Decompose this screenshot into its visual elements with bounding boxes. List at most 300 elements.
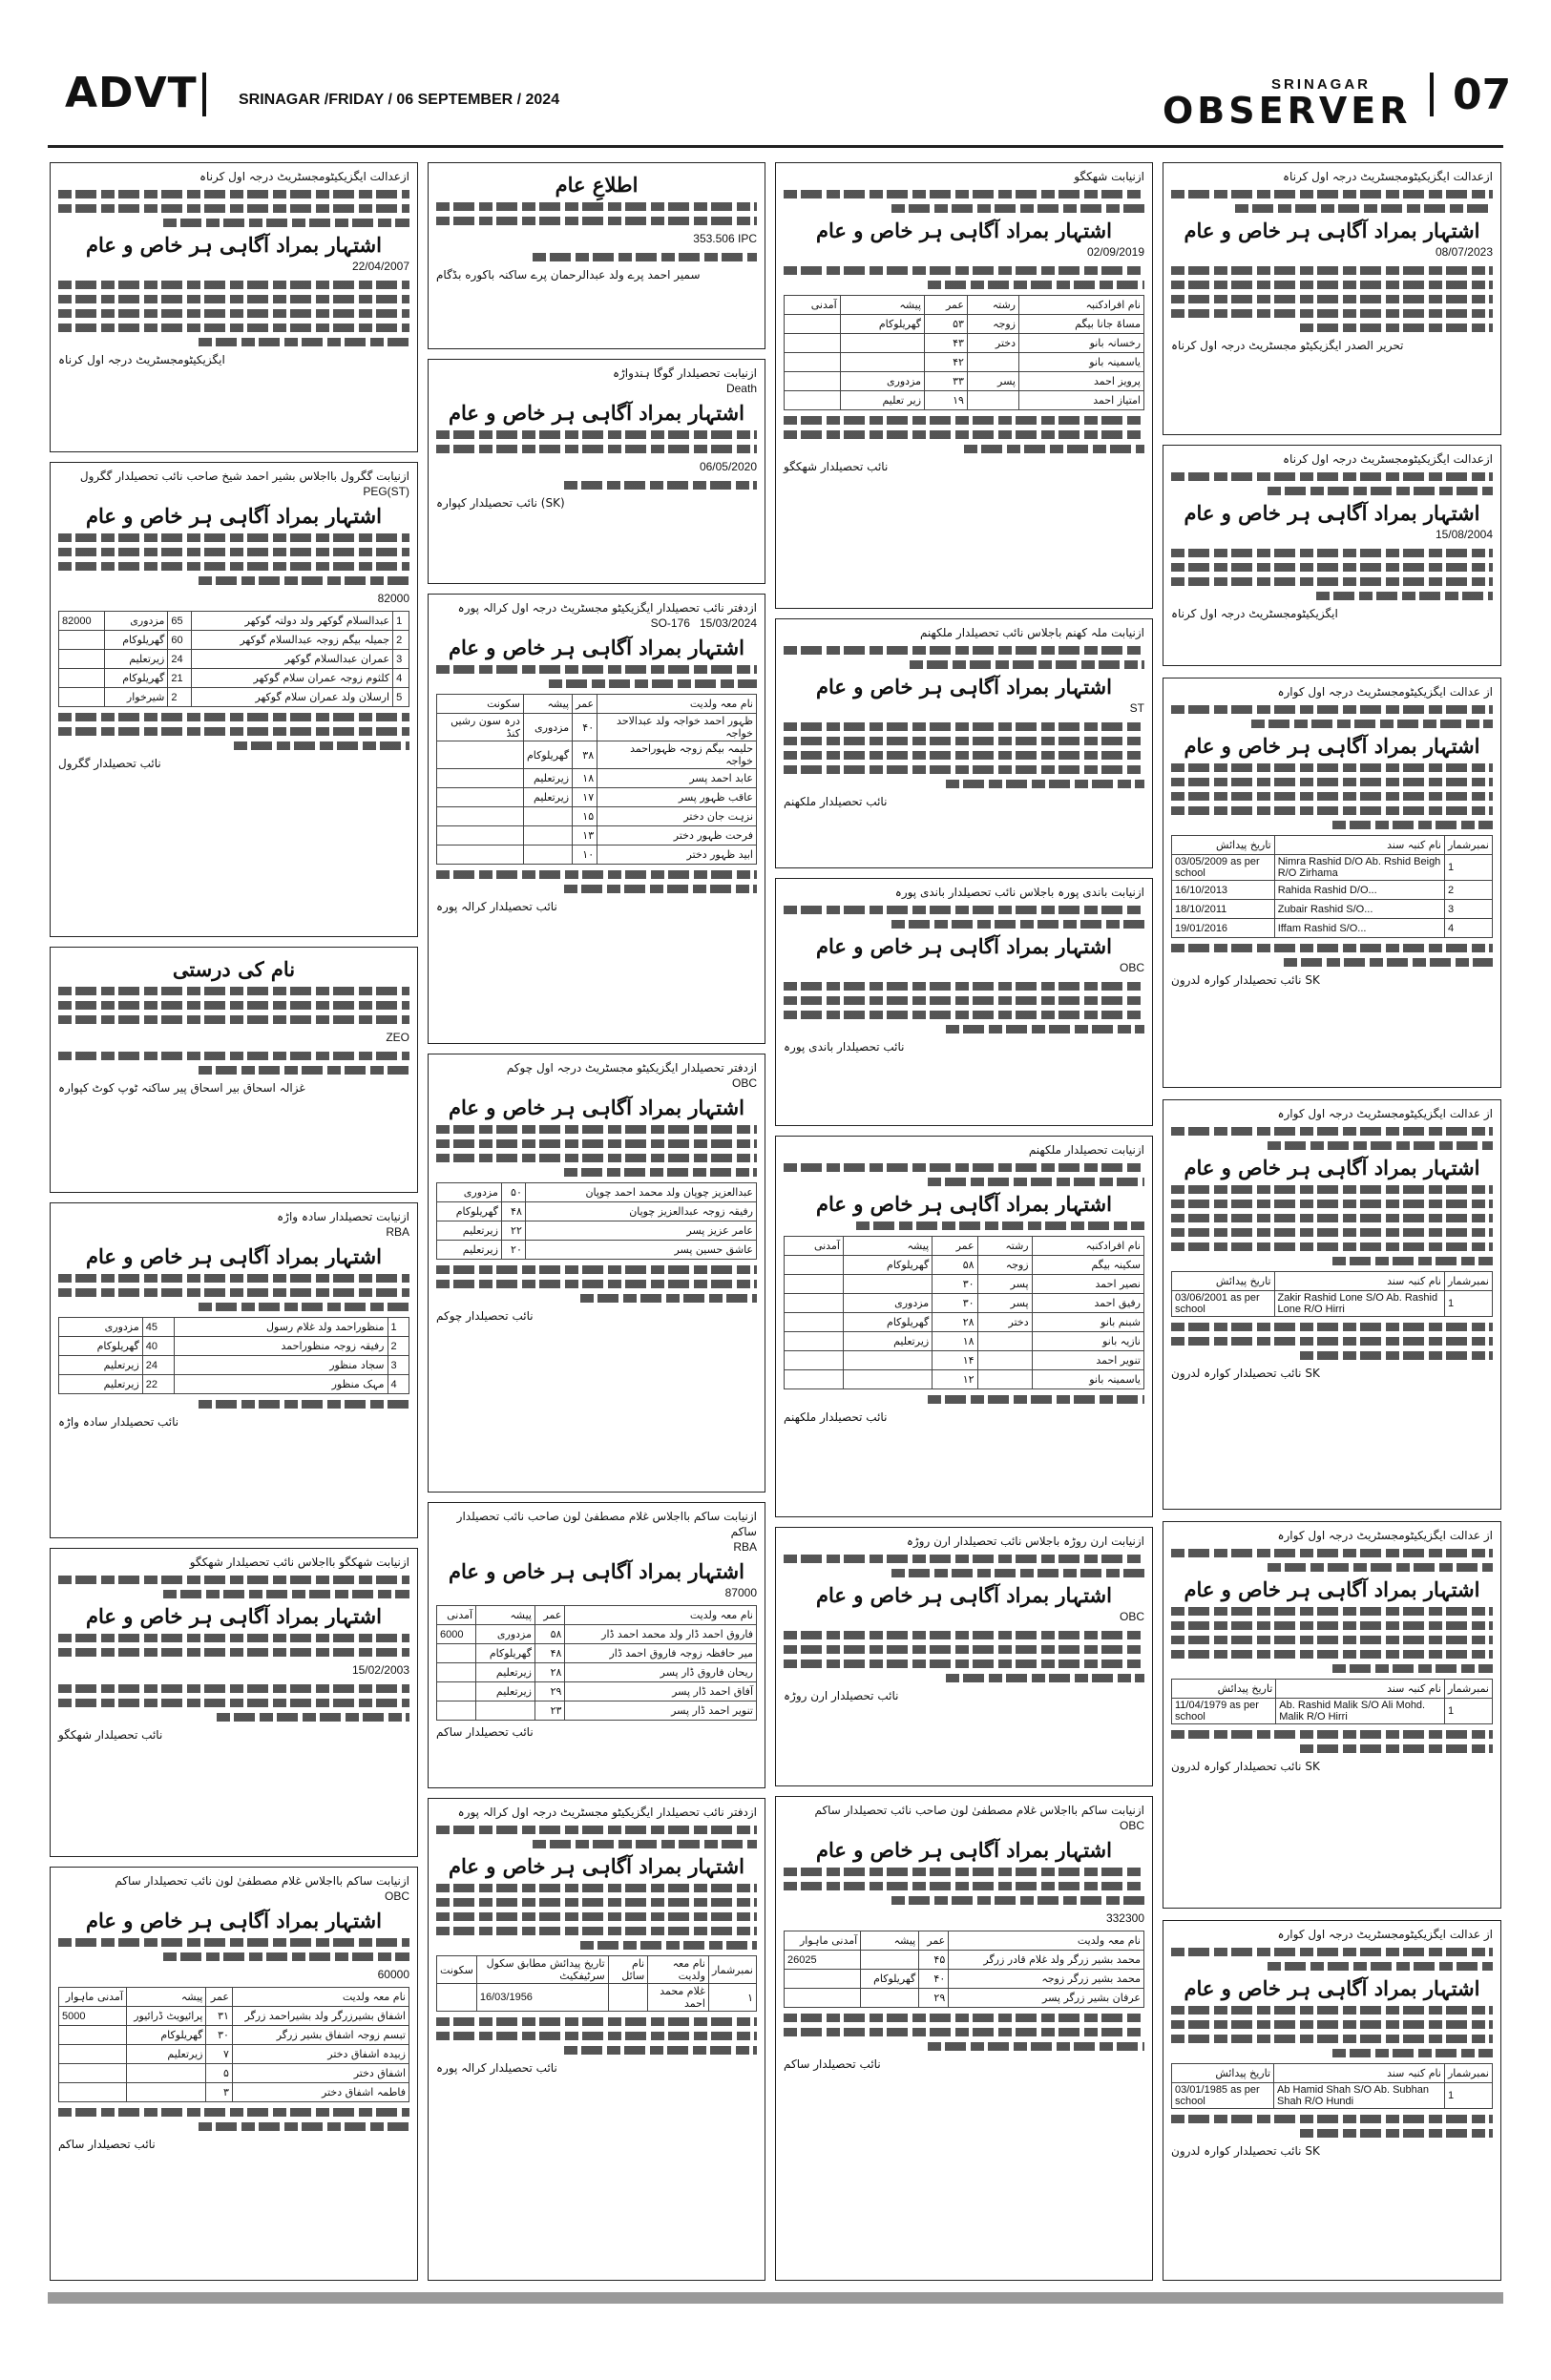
ad-title: اشتہار بمراد آگاہی ہر خاص و عام — [815, 934, 1112, 958]
table-cell: ریحان فاروق ڈار پسر — [565, 1663, 757, 1682]
ad-category-code: 353.506 IPC — [693, 232, 757, 245]
table-cell — [843, 1351, 932, 1370]
table-cell: عمر — [206, 1988, 232, 2007]
ad-body-text — [58, 987, 409, 1024]
table-cell — [59, 631, 105, 650]
ad-body-text — [784, 190, 1144, 213]
table-cell — [977, 1351, 1032, 1370]
table-cell — [977, 1332, 1032, 1351]
table-row — [785, 1351, 1144, 1370]
ad-notice — [50, 1548, 418, 1857]
table-row — [59, 2064, 409, 2083]
table-cell: Iffam Rashid S/O... — [1274, 919, 1444, 938]
table-cell: نازیہ بانو — [1032, 1332, 1143, 1351]
table-cell: 19/01/2016 — [1172, 919, 1275, 938]
ad-header: ازنیابت تحصیلدار ملکھنم — [1028, 1143, 1144, 1157]
table-row — [437, 1663, 757, 1682]
ad-body-text — [784, 646, 1144, 669]
ad-header: ازعدالت ایگزیکیٹومجسٹریٹ درجہ اول کرناہ — [1283, 452, 1493, 466]
table-row — [437, 1701, 757, 1721]
masthead — [48, 55, 1512, 132]
ad-body-text — [1171, 944, 1493, 967]
table-row — [1172, 1272, 1493, 1291]
table-cell: گھریلوکام — [476, 1644, 535, 1663]
table-cell: 3 — [393, 650, 409, 669]
table-cell: گھریلوکام — [105, 669, 168, 688]
table-cell — [785, 334, 841, 353]
table-cell: ۲۸ — [534, 1663, 564, 1682]
ad-body-text — [1171, 190, 1493, 213]
table-cell: نام معہ ولدیت — [949, 1931, 1144, 1951]
table-cell: 16/10/2013 — [1172, 881, 1275, 900]
table-row — [785, 1294, 1144, 1313]
table-cell: ۱۴ — [933, 1351, 977, 1370]
table-cell: نام کنبہ سند — [1274, 1272, 1444, 1291]
table-cell: پیشہ — [476, 1606, 535, 1625]
table-cell: Zubair Rashid S/O... — [1274, 900, 1444, 919]
ad-body-text — [58, 1684, 409, 1722]
table-cell — [437, 1701, 476, 1721]
table-cell: 03/05/2009 as per school — [1172, 855, 1275, 881]
table-cell: 1 — [388, 1318, 409, 1337]
table-row — [59, 650, 409, 669]
ad-body-text — [1171, 266, 1493, 332]
table-cell: 1 — [1444, 855, 1492, 881]
table-cell — [608, 1984, 648, 2012]
table-cell: پیشہ — [126, 1988, 206, 2007]
table-cell: گھریلوکام — [843, 1256, 932, 1275]
table-cell: عبدالعزیز چوپان ولد محمد احمد چوپان — [525, 1183, 756, 1202]
table-cell: تنویر احمد — [1032, 1351, 1143, 1370]
ad-header: ازنیابت شھکگو — [1074, 170, 1144, 183]
table-cell: عاشق حسین پسر — [525, 1241, 756, 1260]
table-cell: ابید ظہور دختر — [597, 846, 757, 865]
table-cell — [785, 353, 841, 372]
ad-footer: نائب تحصیلدار ملکھنم — [784, 1410, 888, 1424]
table-cell: امتیاز احمد — [1019, 391, 1144, 410]
table-row — [785, 1275, 1144, 1294]
table-cell: مہک منظور — [174, 1375, 388, 1394]
table-cell: ۳۳ — [925, 372, 968, 391]
table-cell: گھریلوکام — [523, 741, 572, 769]
ad-body-text — [1171, 1730, 1493, 1753]
ad-footer: ایگزیکیٹومجسٹریٹ درجہ اول کرناہ — [58, 353, 225, 366]
table-cell: 03/01/1985 as per school — [1172, 2083, 1274, 2109]
table-cell: جمیلہ بیگم زوجہ عبدالسلام گوکھر — [192, 631, 393, 650]
ad-body-text — [784, 1163, 1144, 1186]
ad-header: ازعدالت ایگزیکیٹومجسٹریٹ درجہ اول کرناہ — [199, 170, 409, 183]
table-row — [1172, 836, 1493, 855]
table-cell: ۲۹ — [534, 1682, 564, 1701]
table-cell: پیشہ — [840, 296, 924, 315]
dateline: SRINAGAR /FRIDAY / 06 SEPTEMBER / 2024 — [239, 92, 560, 108]
header-rule — [48, 145, 1503, 148]
ad-body-text — [436, 2017, 757, 2055]
logo-city: SRINAGAR — [1271, 76, 1372, 93]
ad-category-code: RBA — [733, 1540, 757, 1554]
table-cell — [59, 2083, 127, 2102]
ad-body-text — [784, 1221, 1144, 1230]
table-row — [59, 612, 409, 631]
table-cell: 2 — [1444, 881, 1492, 900]
ad-notice — [1163, 445, 1501, 666]
table-cell — [843, 1275, 932, 1294]
table-cell: پیشہ — [861, 1931, 919, 1951]
ad-header: ازنیابت ساکم بااجلاس غلام مصطفیٰ لون صاحب نائب تحصیلدار ساکم — [814, 1804, 1144, 1817]
ad-income: 87000 — [724, 1586, 757, 1599]
table-cell: ۴۲ — [925, 353, 968, 372]
ad-category-code: OBC — [731, 1076, 757, 1090]
ad-footer: نائب تحصیلدار گگرول — [58, 757, 161, 770]
table-row — [437, 1183, 757, 1202]
ad-body-text — [1171, 1127, 1493, 1150]
ad-footer: SK نائب تحصیلدار کوارہ لدرون — [1171, 2144, 1320, 2158]
ad-body-text — [58, 1576, 409, 1598]
ad-body-text — [58, 1400, 409, 1409]
ad-category-code: OBC — [384, 1889, 409, 1903]
table-cell: ۱۲ — [933, 1370, 977, 1389]
ad-table — [58, 1987, 409, 2102]
ad-header: از عدالت ایگزیکیٹومجسٹریٹ درجہ اول کوارہ — [1277, 1107, 1493, 1120]
ad-date: 02/09/2019 — [1086, 245, 1144, 259]
table-row — [1172, 1699, 1493, 1724]
ad-notice — [1163, 1521, 1501, 1909]
table-cell: میر حافظہ زوجہ فاروق احمد ڈار — [565, 1644, 757, 1663]
table-row — [437, 1984, 757, 2012]
table-cell: 4 — [393, 669, 409, 688]
logo-name: OBSERVER — [1163, 90, 1412, 132]
table-cell: 5 — [393, 688, 409, 707]
ad-header: ازدفتر نائب تحصیلدار ایگزیکیٹو مجسٹریٹ درجہ اول کرالہ پورہ — [457, 1806, 757, 1819]
table-row — [437, 788, 757, 807]
table-row — [437, 1682, 757, 1701]
table-cell: 24 — [168, 650, 192, 669]
table-cell — [59, 688, 105, 707]
ad-body-text — [1171, 763, 1493, 829]
table-cell: کلثوم زوجہ عمران سلام گوکھر — [192, 669, 393, 688]
table-cell — [785, 1370, 844, 1389]
ad-date: 15/02/2003 — [351, 1663, 409, 1677]
table-cell — [437, 1984, 477, 2012]
table-row — [437, 1956, 757, 1984]
table-cell: زیرتعلیم — [59, 1375, 143, 1394]
table-cell — [785, 1351, 844, 1370]
table-cell — [437, 826, 524, 846]
table-cell: ۴۵ — [919, 1951, 949, 1970]
table-cell: سکینہ بیگم — [1032, 1256, 1143, 1275]
table-cell — [523, 846, 572, 865]
ad-footer: SK نائب تحصیلدار کوارہ لدرون — [1171, 973, 1320, 987]
ad-header: از عدالت ایگزیکیٹومجسٹریٹ درجہ اول کوارہ — [1277, 685, 1493, 699]
ad-title: اشتہار بمراد آگاہی ہر خاص و عام — [815, 1192, 1112, 1216]
table-cell: ارسلان ولد عمران سلام گوکھر — [192, 688, 393, 707]
ad-header: ازنیابت ارن روڑہ باجلاس نائب تحصیلدار ارن روڑہ — [906, 1534, 1144, 1548]
table-cell: نام کنبہ سند — [1274, 836, 1444, 855]
table-cell — [59, 2045, 127, 2064]
table-row — [785, 334, 1144, 353]
ad-date: 15/03/2024 — [699, 616, 757, 630]
ad-body-text — [1171, 705, 1493, 728]
table-cell: نام سائل — [608, 1956, 648, 1984]
table-cell: عابد احمد پسر — [597, 769, 757, 788]
footer-rule — [48, 2292, 1503, 2304]
table-row — [1172, 919, 1493, 938]
table-cell: ۲۳ — [534, 1701, 564, 1721]
table-cell: یاسمینہ بانو — [1019, 353, 1144, 372]
ad-header: ازعدالت ایگزیکیٹومجسٹریٹ درجہ اول کرناہ — [1283, 170, 1493, 183]
ad-footer: غزالہ اسحاق بیر اسحاق پیر ساکنہ ٹوپ کوٹ کپوارہ — [58, 1081, 305, 1095]
ad-header: ازنیابت تحصیلدار سادہ واڑہ — [277, 1210, 409, 1223]
table-cell — [785, 1970, 861, 1989]
table-cell: آمدنی ماہوار — [785, 1931, 861, 1951]
ad-notice — [1163, 162, 1501, 435]
ad-title: اشتہار بمراد آگاہی ہر خاص و عام — [815, 1838, 1112, 1862]
table-cell: گھریلوکام — [843, 1313, 932, 1332]
table-cell: آفاق احمد ڈار پسر — [565, 1682, 757, 1701]
ad-body-text — [58, 533, 409, 585]
ad-body-text — [784, 416, 1144, 453]
table-cell: سجاد منظور — [174, 1356, 388, 1375]
table-cell — [437, 1663, 476, 1682]
ad-title: اشتہار بمراد آگاہی ہر خاص و عام — [1184, 1156, 1480, 1180]
ad-body-text — [784, 906, 1144, 929]
table-row — [785, 353, 1144, 372]
table-cell: رفیقہ زوجہ منظوراحمد — [174, 1337, 388, 1356]
table-cell: تاریخ پیدائش — [1172, 2064, 1274, 2083]
ad-notice — [428, 594, 765, 1044]
ad-body-text — [784, 982, 1144, 1033]
table-row — [785, 1951, 1144, 1970]
ad-table — [436, 1605, 757, 1721]
table-cell: رفیقہ زوجہ عبدالعزیز چوپان — [525, 1202, 756, 1221]
table-cell: منظوراحمد ولد غلام رسول — [174, 1318, 388, 1337]
ad-header: ازنیابت ساکم بااجلاس غلام مصطفیٰ لون صاحب نائب تحصیلدار ساکم — [456, 1510, 757, 1538]
ad-income: 332300 — [1105, 1911, 1144, 1925]
table-cell: آمدنی — [785, 1237, 844, 1256]
table-cell: نصیر احمد — [1032, 1275, 1143, 1294]
ad-header: ازدفتر نائب تحصیلدار ایگزیکیٹو مجسٹریٹ درجہ اول کرالہ پورہ — [457, 601, 757, 615]
table-cell: رشتہ — [977, 1237, 1032, 1256]
table-cell: ۱ — [708, 1984, 756, 2012]
table-cell: 1 — [1444, 1699, 1492, 1724]
table-cell: رخسانہ بانو — [1019, 334, 1144, 353]
table-row — [785, 372, 1144, 391]
table-cell: زوجہ — [967, 315, 1018, 334]
table-cell: ۱۹ — [925, 391, 968, 410]
table-cell: ۴۸ — [501, 1202, 525, 1221]
table-cell: ۲۰ — [501, 1241, 525, 1260]
table-cell: 2 — [393, 631, 409, 650]
table-cell: عمران عبدالسلام گوکھر — [192, 650, 393, 669]
ad-footer: ایگزیکیٹومجسٹریٹ درجہ اول کرناہ — [1171, 607, 1338, 620]
table-row — [59, 2026, 409, 2045]
table-cell — [785, 315, 841, 334]
table-cell: غلام محمد احمد — [648, 1984, 709, 2012]
ad-body-text — [1171, 472, 1493, 495]
table-cell: پسر — [967, 372, 1018, 391]
table-cell: ۵۳ — [925, 315, 968, 334]
ad-body-text — [58, 281, 409, 346]
table-cell: Ab. Rashid Malik S/O Ali Mohd. Malik R/O Hirri — [1276, 1699, 1445, 1724]
table-cell: سکونت — [437, 695, 524, 714]
table-cell: آمدنی — [785, 296, 841, 315]
table-cell — [59, 2026, 127, 2045]
ad-title: اشتہار بمراد آگاہی ہر خاص و عام — [85, 1604, 382, 1628]
table-cell — [861, 1951, 919, 1970]
ad-title: اشتہار بمراد آگاہی ہر خاص و عام — [815, 675, 1112, 699]
table-cell: تنویر احمد ڈار پسر — [565, 1701, 757, 1721]
table-cell: مزدوری — [840, 372, 924, 391]
ad-notice — [1163, 1099, 1501, 1510]
table-cell: نمبرشمار — [1444, 836, 1492, 855]
ad-header: ازدفتر تحصیلدار ایگزیکیٹو مجسٹریٹ درجہ اول چوکم — [506, 1061, 757, 1075]
ad-notice — [775, 1527, 1153, 1786]
ad-title: اشتہار بمراد آگاہی ہر خاص و عام — [85, 1244, 382, 1268]
ad-notice — [428, 1054, 765, 1493]
table-row — [437, 826, 757, 846]
table-row — [59, 1337, 409, 1356]
ad-body-text — [58, 713, 409, 750]
table-cell: نام معہ ولدیت — [565, 1606, 757, 1625]
ad-title: اشتہار بمراد آگاہی ہر خاص و عام — [1184, 1976, 1480, 2000]
ad-category-code: OBC — [1119, 961, 1144, 974]
table-row — [785, 1370, 1144, 1389]
ad-title: اطلاعِ عام — [555, 173, 639, 197]
ad-body-text — [436, 481, 757, 490]
table-cell: شبنم بانو — [1032, 1313, 1143, 1332]
table-cell: مزدوری — [59, 1318, 143, 1337]
table-cell: زیرتعلیم — [476, 1663, 535, 1682]
ad-footer: نائب تحصیلدار ساکم — [58, 2138, 156, 2151]
ad-title: اشتہار بمراد آگاہی ہر خاص و عام — [815, 1583, 1112, 1607]
ad-body-text — [58, 190, 409, 227]
ad-header: از عدالت ایگزیکیٹومجسٹریٹ درجہ اول کوارہ — [1277, 1928, 1493, 1941]
table-cell: عمر — [534, 1606, 564, 1625]
ad-body-text — [436, 1826, 757, 1848]
table-cell — [785, 391, 841, 410]
table-cell: نام کنبہ سند — [1274, 2064, 1445, 2083]
table-row — [785, 1237, 1144, 1256]
table-cell: ۵۸ — [534, 1625, 564, 1644]
table-row — [785, 1313, 1144, 1332]
ad-header: ازنیابت گگرول بااجلاس بشیر احمد شیخ صاحب نائب تحصیلدار گگرول — [79, 470, 409, 483]
table-cell — [843, 1370, 932, 1389]
table-cell — [437, 741, 524, 769]
ad-notice — [50, 1202, 418, 1538]
table-cell: 5000 — [59, 2007, 127, 2026]
table-cell: ۱۵ — [573, 807, 597, 826]
table-cell: 60 — [168, 631, 192, 650]
ad-footer: SK نائب تحصیلدار کوارہ لدرون — [1171, 1367, 1320, 1380]
table-cell: عمر — [573, 695, 597, 714]
ad-notice — [50, 947, 418, 1193]
table-cell — [977, 1370, 1032, 1389]
ad-body-text — [58, 2108, 409, 2131]
table-cell: حلیمہ بیگم زوجہ ظہوراحمد خواجہ — [597, 741, 757, 769]
table-cell: نام افرادکنبہ — [1019, 296, 1144, 315]
ad-notice — [428, 162, 765, 349]
table-row — [437, 714, 757, 741]
table-cell: شیرخوار — [105, 688, 168, 707]
ad-date: 06/05/2020 — [699, 460, 757, 473]
table-cell: تاریخ پیدائش — [1172, 836, 1275, 855]
ad-table — [58, 611, 409, 707]
table-cell: گھریلوکام — [861, 1970, 919, 1989]
table-cell: زیرتعلیم — [437, 1241, 502, 1260]
table-cell: 1 — [393, 612, 409, 631]
table-cell: گھریلوکام — [840, 315, 924, 334]
table-row — [437, 1644, 757, 1663]
table-cell: 3 — [1444, 900, 1492, 919]
table-cell: دختر — [977, 1313, 1032, 1332]
ad-body-text — [436, 665, 757, 688]
ad-header: ازنیابت شھکگو بااجلاس نائب تحصیلدار شھکگو — [189, 1555, 409, 1569]
table-cell — [967, 353, 1018, 372]
table-row — [437, 1241, 757, 1260]
ad-date: 15/08/2004 — [1435, 528, 1493, 541]
table-cell: 4 — [1444, 919, 1492, 938]
table-cell — [437, 788, 524, 807]
table-row — [437, 769, 757, 788]
table-cell: اشفاق بشیرزرگر ولد بشیراحمد زرگر — [232, 2007, 409, 2026]
table-cell — [476, 1701, 535, 1721]
table-cell: ۱۸ — [573, 769, 597, 788]
ad-footer: نائب تحصیلدار باندی پورہ — [784, 1040, 905, 1054]
table-cell: ۴۰ — [573, 714, 597, 741]
ad-notice — [775, 162, 1153, 609]
ad-category-code: OBC — [1119, 1819, 1144, 1832]
table-row — [437, 1625, 757, 1644]
table-cell: 21 — [168, 669, 192, 688]
table-cell: 22 — [142, 1375, 174, 1394]
table-cell: عمر — [933, 1237, 977, 1256]
table-cell — [785, 1332, 844, 1351]
table-cell: ۴۸ — [534, 1644, 564, 1663]
ad-footer: نائب تحصیلدار ساکم — [436, 1725, 534, 1739]
ad-date: 22/04/2007 — [351, 260, 409, 273]
ad-body-text — [1171, 1607, 1493, 1673]
section-label: ADVT — [65, 69, 198, 117]
table-cell: ۳ — [206, 2083, 232, 2102]
table-cell: فرحت ظہور دختر — [597, 826, 757, 846]
table-cell: پسر — [977, 1294, 1032, 1313]
table-cell: عامر عزیز پسر — [525, 1221, 756, 1241]
ad-body-text — [1171, 1323, 1493, 1360]
ad-footer: SK نائب تحصیلدار کوارہ لدرون — [1171, 1760, 1320, 1773]
ad-title: اشتہار بمراد آگاہی ہر خاص و عام — [1184, 219, 1480, 242]
table-cell: نمبرشمار — [1444, 1680, 1492, 1699]
table-row — [437, 807, 757, 826]
table-cell: گھریلوکام — [59, 1337, 143, 1356]
table-cell: 1 — [1444, 1291, 1492, 1317]
table-cell: زیرتعلیم — [843, 1332, 932, 1351]
table-cell — [785, 1256, 844, 1275]
ad-notice — [50, 462, 418, 937]
ad-title: اشتہار بمراد آگاہی ہر خاص و عام — [815, 219, 1112, 242]
table-cell: سکونت — [437, 1956, 477, 1984]
table-cell: پیشہ — [523, 695, 572, 714]
table-cell — [59, 650, 105, 669]
ad-table — [784, 1236, 1144, 1389]
ad-header: ازنیابت ساکم بااجلاس غلام مصطفیٰ لون نائب تحصیلدار ساکم — [115, 1874, 409, 1888]
table-cell: مزدوری — [437, 1183, 502, 1202]
table-cell: زیرتعلیم — [105, 650, 168, 669]
table-cell: عمر — [925, 296, 968, 315]
table-row — [437, 1202, 757, 1221]
table-row — [1172, 2083, 1493, 2109]
ad-body-text — [436, 870, 757, 893]
table-cell: تبسم زوجہ اشفاق بشیر زرگر — [232, 2026, 409, 2045]
